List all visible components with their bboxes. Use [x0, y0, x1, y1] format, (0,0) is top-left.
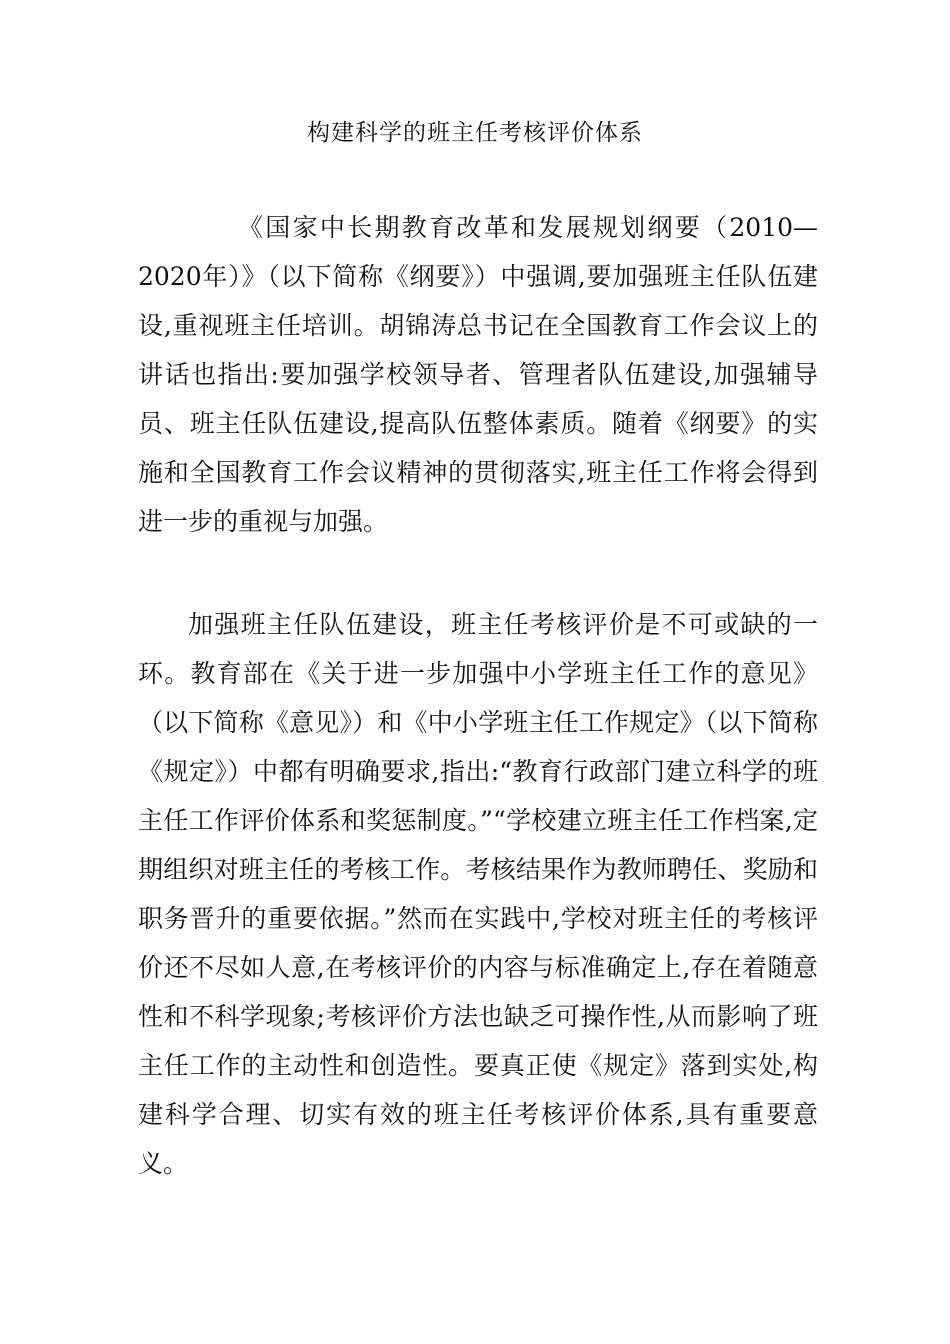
paragraph-2: 加强班主任队伍建设，班主任考核评价是不可或缺的一环。教育部在《关于进一步加强中小学班主任工作的意见》（以下简称《意见》）和《中小学班主任工作规定》（以下简称《规定》）中都有明确要求,指出:“教育行政部门建立科学的班主任工作评价体系和奖惩制度。”“学校建立班主任工作档案,定期组织对班主任的考核工作。考核结果作为教师聘任、奖励和职务晋升的重要依据。”然而在实践中,学校对班主任的考核评价还不尽如人意,在考核评价的内容与标准确定上,存在着随意性和不科学现象;考核评价方法也缺乏可操作性,从而影响了班主任工作的主动性和创造性。要真正使《规定》落到实处,构建科学合理、切实有效的班主任考核评价体系,具有重要意义。 — [138, 610, 818, 1178]
document-title: 构建科学的班主任考核评价体系 — [307, 120, 643, 146]
paragraph-1: 《国家中长期教育改革和发展规划纲要（2010—2020年）》（以下简称《纲要》）中强调,要加强班主任队伍建设,重视班主任培训。胡锦涛总书记在全国教育工作会议上的讲话也指出:要加强学校领导者、管理者队伍建设,加强辅导员、班主任队伍建设,提高队伍整体素质。随着《纲要》的实施和全国教育工作会议精神的贯彻落实,班主任工作将会得到进一步的重视与加强。 — [138, 213, 818, 536]
